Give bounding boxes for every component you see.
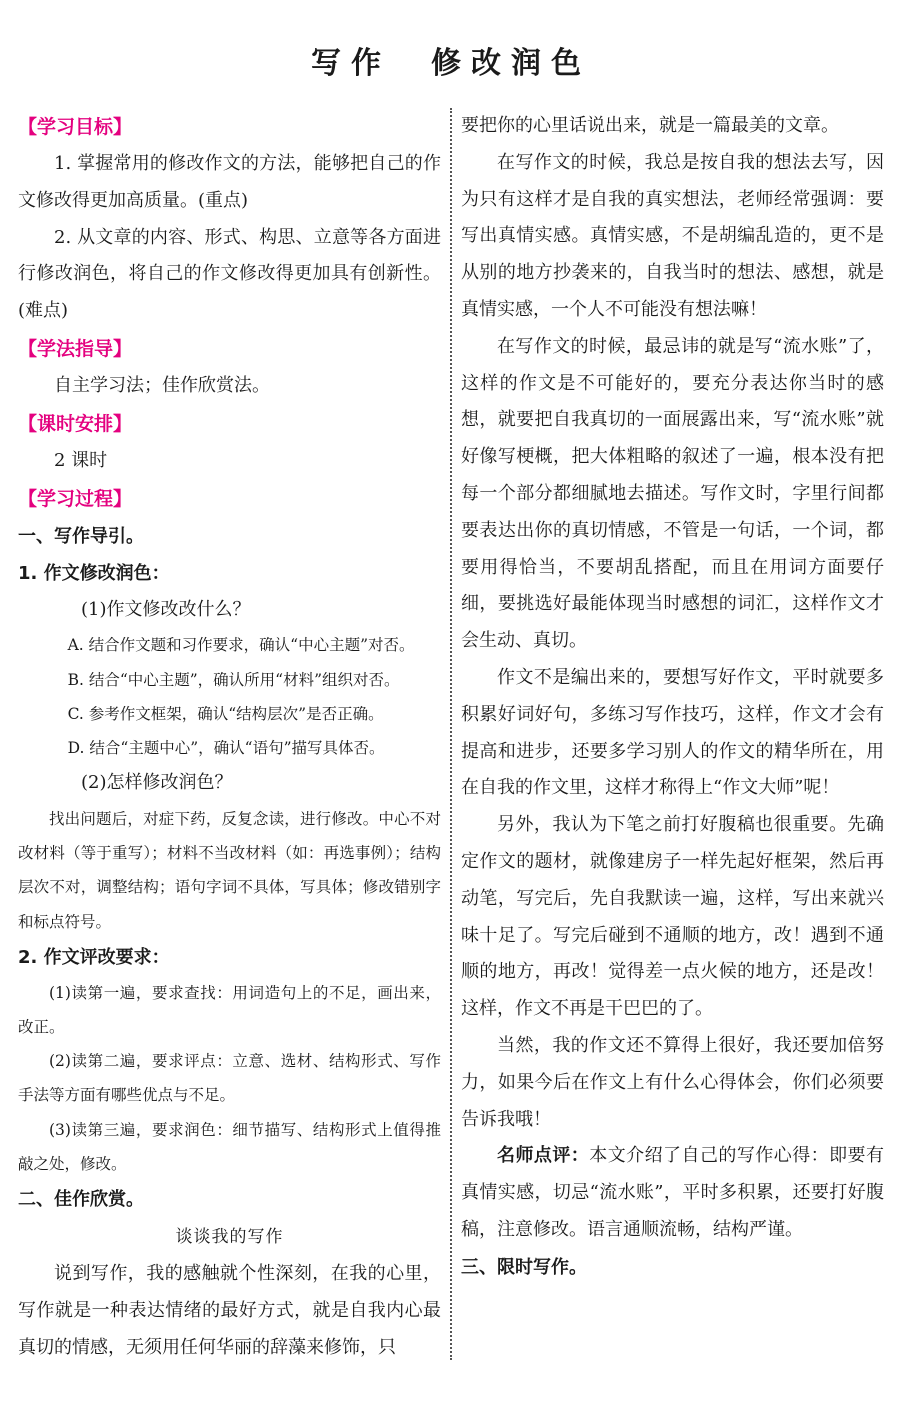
left-column <box>18 108 441 1366</box>
learning-method: 自主学习法；佳作欣赏法。 <box>54 374 270 396</box>
goal-2: 2. 从文章的内容、形式、构思、立意等各方面进行修改润色，将自己的作文修改得更加具有创新性。(难点) <box>18 226 441 322</box>
question-2: (2)怎样修改润色？ <box>81 772 233 794</box>
option-c: C. 参考作文框架，确认“结构层次”是否正确。 <box>67 704 384 723</box>
article-paragraph-6: 当然，我的作文还不算得上很好，我还要加倍努力，如果今后在作文上有什么心得体会，你们必须要告诉我哦！ <box>461 1034 884 1130</box>
section-3-heading: 三、限时写作。 <box>461 1256 587 1278</box>
review-step-3: (3)读第三遍，要求润色：细节描写、结构形式上值得推敲之处，修改。 <box>18 1120 441 1173</box>
heading-schedule: 【课时安排】 <box>18 412 133 435</box>
subsection-2-heading: 2. 作文评改要求： <box>18 946 170 968</box>
goal-1: 1. 掌握常用的修改作文的方法，能够把自己的作文修改得更加高质量。(重点) <box>18 153 441 211</box>
question-2-text: 找出问题后，对症下药，反复念读，进行修改。中心不对改材料（等于重写）；材料不当改材料（如：再选事例）；结构层次不对，调整结构；语句字词不具体，写具体；修改错别字和标点符号。 <box>18 809 441 931</box>
article-paragraph-1-continued: 要把你的心里话说出来，就是一篇最美的文章。 <box>461 115 839 136</box>
heading-learning-goals: 【学习目标】 <box>18 116 133 138</box>
review-step-1: (1)读第一遍，要求查找：用词造句上的不足，画出来，改正。 <box>18 983 441 1036</box>
article-paragraph-4: 作文不是编出来的，要想写好作文，平时就要多积累好词好句，多练习写作技巧，这样，作文才会有提高和进步，还要多学习别人的作文的精华所在，用在自我的作文里，这样才称得上“作文大师”呢！ <box>461 666 884 799</box>
teacher-comment <box>461 1138 884 1248</box>
section-2-heading: 二、佳作欣赏。 <box>18 1189 144 1211</box>
right-column <box>461 108 884 1286</box>
option-d: D. 结合“主题中心”，确认“语句”描写具体否。 <box>67 738 385 757</box>
article-paragraph-1: 说到写作，我的感触就个性深刻，在我的心里，写作就是一种表达情绪的最好方式，就是自我内心最真切的情感，无须用任何华丽的辞藻来修饰，只 <box>18 1263 441 1358</box>
teacher-comment-text: 本文介绍了自己的写作心得：即要有真情实感，切忌“流水账”，平时多积累，还要打好腹稿，注意修改。语言通顺流畅，结构严谨。 <box>461 1145 884 1240</box>
review-step-2: (2)读第二遍，要求评点：立意、选材、结构形式、写作手法等方面有哪些优点与不足。 <box>18 1052 441 1105</box>
page-number: 57 <box>390 1282 492 1375</box>
heading-learning-method: 【学法指导】 <box>18 337 133 360</box>
section-1-heading: 一、写作导引。 <box>18 525 144 547</box>
article-paragraph-2: 在写作文的时候，我总是按自我的想法去写，因为只有这样才是自我的真实想法，老师经常强调：要写出真情实感。真情实感，不是胡编乱造的，更不是从别的地方抄袭来的，自我当时的想法、感想，就是真情实感，一个人不可能没有想法嘛！ <box>461 151 884 320</box>
subsection-1-heading: 1. 作文修改润色： <box>18 562 170 584</box>
option-a: A. 结合作文题和习作要求，确认“中心主题”对否。 <box>67 636 415 655</box>
option-b: B. 结合“中心主题”，确认所用“材料”组织对否。 <box>67 670 400 689</box>
article-paragraph-3: 在写作文的时候，最忌讳的就是写“流水账”了，这样的作文是不可能好的，要充分表达你当时的感想，就要把自我真切的一面展露出来，写“流水账”就好像写梗概，把大体粗略的叙述了一遍，根本没有把每一个部分都细腻地去描述。写作文时，字里行间都要表达出你的真切情感，不管是一句话，一个词，都要用得恰当，不要胡乱搭配，而且在用词方面要仔细，要挑选好最能体现当时感想的词汇，这样作文才会生动、真切。 <box>461 335 884 652</box>
heading-learning-process: 【学习过程】 <box>18 487 133 510</box>
article-paragraph-5: 另外，我认为下笔之前打好腹稿也很重要。先确定作文的题材，就像建房子一样先起好框架，然后再动笔，写完后，先自我默读一遍，这样，写出来就兴味十足了。写完后碰到不通顺的地方，改！遇到不通顺的地方，再改！觉得差一点火候的地方，还是改！这样，作文不再是干巴巴的了。 <box>461 814 884 1020</box>
schedule: 2 课时 <box>54 449 108 471</box>
question-1: (1)作文修改改什么？ <box>81 598 251 620</box>
page-title: 写作 修改润色 <box>311 46 591 81</box>
teacher-comment-label: 名师点评： <box>497 1145 590 1167</box>
article-title: 谈谈我的写作 <box>175 1227 284 1248</box>
column-divider <box>450 108 452 1360</box>
